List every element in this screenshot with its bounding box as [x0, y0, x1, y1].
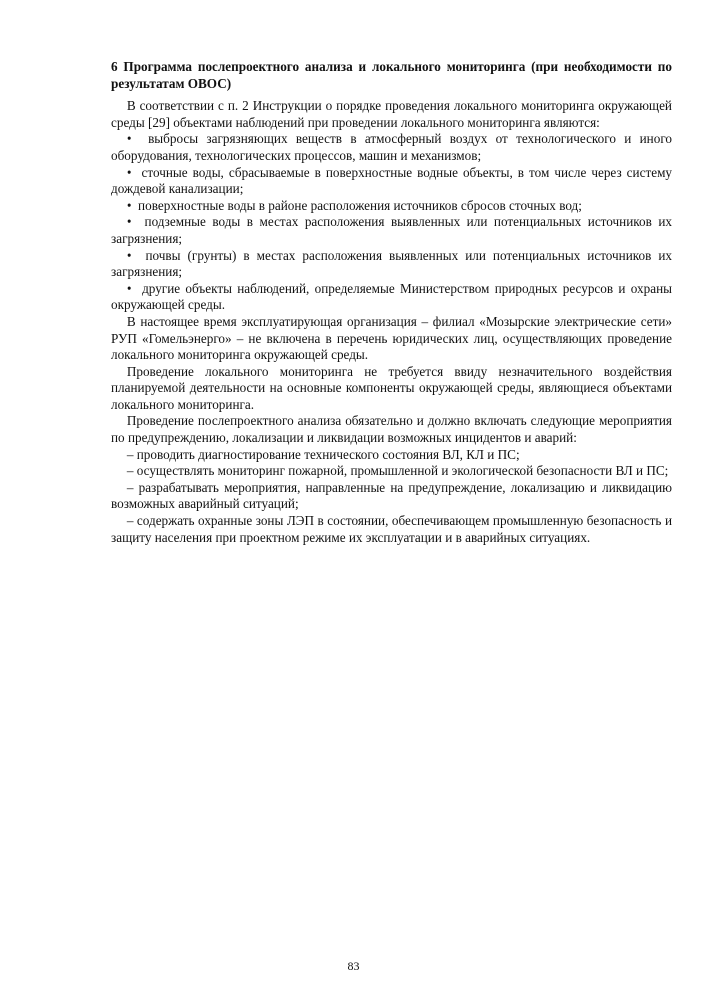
bullet-mark: • [126, 280, 132, 296]
organization-paragraph: В настоящее время эксплуатирующая организация – филиал «Мозырские электрические сети» РУП «Гомельэнерго» – не включена в перечень юридических лиц, осуществляющих проведение локального мониторинга окружающей среды. [111, 313, 672, 363]
bullet-mark: • [126, 247, 132, 263]
bullet-item [111, 131, 672, 164]
bullet-mark: • [126, 214, 132, 230]
bullet-text: выбросы загрязняющих веществ в атмосферный воздух от технологического и иного оборудования, технологических процессов, машин и механизмов; [111, 131, 672, 163]
bullet-text: почвы (грунты) в местах расположения выявленных или потенциальных источников их загрязнения; [111, 247, 673, 280]
monitoring-paragraph: Проведение локального мониторинга не требуется ввиду незначительного воздействия планируемой деятельности на основные компоненты окружающей среды, являющиеся объектами локального мониторинга. [111, 363, 672, 412]
dash-item: – осуществлять мониторинг пожарной, промышленной и экологической безопасности ВЛ и ПС; [126, 463, 669, 479]
dash-item: – проводить диагностирование технического состояния ВЛ, КЛ и ПС; [126, 446, 520, 462]
bullet-text: сточные воды, сбрасываемые в поверхностные водные объекты, в том числе через систему дождевой канализации; [111, 164, 673, 197]
dash-item: – разрабатывать мероприятия, направленные на предупреждение, локализацию и ликвидацию возможных аварийный ситуаций; [111, 479, 672, 512]
intro-paragraph: В соответствии с п. 2 Инструкции о порядке проведения локального мониторинга окружающей среды [29] объектами наблюдений при проведении локального мониторинга являются: [111, 98, 672, 130]
bullet-mark: • [126, 131, 132, 147]
bullet-text: подземные воды в местах расположения выявленных или потенциальных источников их загрязнения; [111, 214, 672, 246]
section-heading: 6 Программа послепроектного анализа и локального мониторинга (при необходимости по результатам ОВОС) [111, 59, 672, 91]
dash-item: – содержать охранные зоны ЛЭП в состоянии, обеспечивающем промышленную безопасность и защиту населения при проектном режиме их эксплуатации и в аварийных ситуациях. [111, 513, 672, 545]
bullet-item [111, 214, 672, 247]
bullet-mark: • [126, 164, 132, 180]
bullet-item [111, 248, 672, 281]
bullet-text: другие объекты наблюдений, определяемые Министерством природных ресурсов и охраны окружающей среды. [111, 280, 672, 313]
page-number: 83 [347, 959, 360, 973]
page-content [111, 59, 672, 546]
bullet-mark: • [126, 197, 132, 213]
bullet-item [111, 281, 672, 314]
analysis-paragraph: Проведение послепроектного анализа обязательно и должно включать следующие мероприятия по предупреждению, локализации и ликвидации возможных инцидентов и аварий: [111, 413, 672, 446]
bullet-item [111, 198, 672, 215]
bullet-text: поверхностные воды в районе расположения источников сбросов сточных вод; [138, 197, 582, 213]
bullet-item [111, 165, 672, 198]
